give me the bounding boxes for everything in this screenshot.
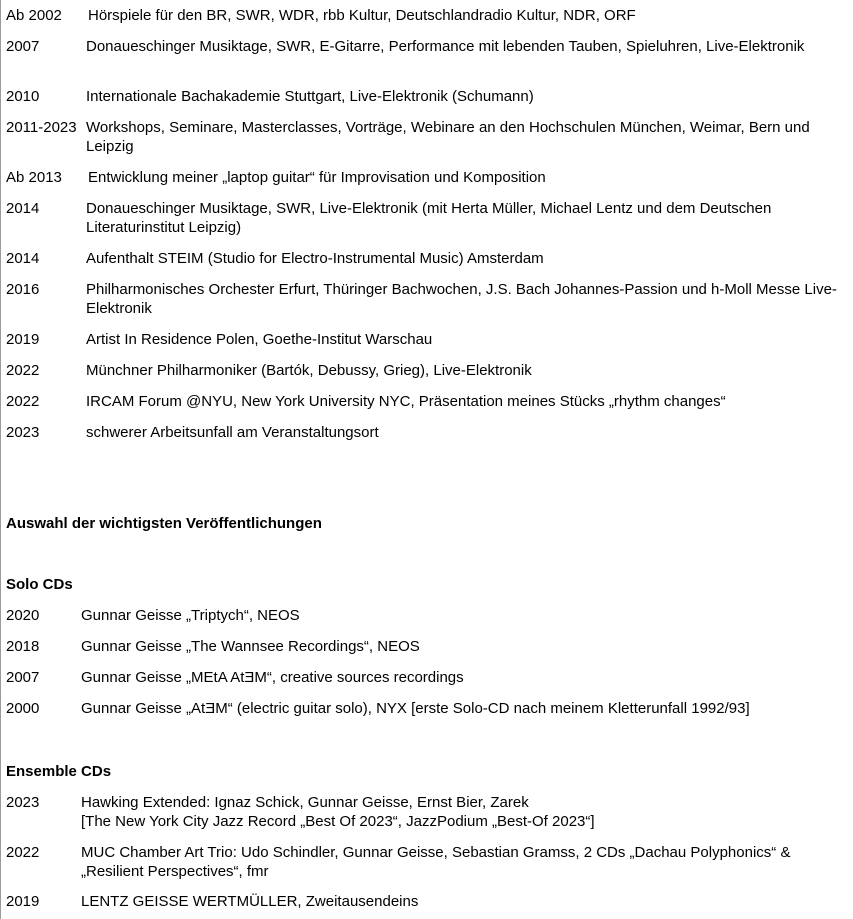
ensemble-cd-line: Hawking Extended: Ignaz Schick, Gunnar Geisse, Ernst Bier, Zarek [81, 794, 529, 811]
timeline-text: Artist In Residence Polen, Goethe-Institut Warschau [86, 331, 433, 348]
timeline-text: Workshops, Seminare, Masterclasses, Vorträge, Webinare an den Hochschulen München, Weimar, Bern und Leipzig [86, 119, 810, 155]
ensemble-cd-text [81, 793, 847, 831]
timeline-text: Donaueschinger Musiktage, SWR, Live-Elektronik (mit Herta Müller, Michael Lentz und dem Deutschen Literaturinstitut Leipzig) [86, 200, 772, 236]
solo-cd-text: Gunnar Geisse „MEtA AtƎM“, creative sources recordings [81, 669, 464, 686]
ensemble-cd-line: [The New York City Jazz Record „Best Of 2023“, JazzPodium „Best-Of 2023“] [81, 813, 595, 830]
ensemble-cd-year: 2022 [6, 844, 40, 861]
ensemble-cd-line: MUC Chamber Art Trio: Udo Schindler, Gunnar Geisse, Sebastian Gramss, 2 CDs „Dachau Polyphonics“ & [81, 844, 791, 861]
timeline-text: Donaueschinger Musiktage, SWR, E-Gitarre, Performance mit lebenden Tauben, Spieluhren, Live-Elektronik [86, 38, 805, 55]
timeline-year: 2016 [6, 281, 40, 298]
timeline-year: 2010 [6, 88, 40, 105]
solo-cd-text: Gunnar Geisse „The Wannsee Recordings“, NEOS [81, 638, 420, 655]
solo-cd-year: 2020 [6, 607, 40, 624]
timeline-year: Ab 2013 [6, 169, 62, 186]
ensemble-cds-heading: Ensemble CDs [6, 763, 112, 780]
solo-cd-year: 2007 [6, 669, 40, 686]
solo-cd-text: Gunnar Geisse „Triptych“, NEOS [81, 607, 300, 624]
timeline-text: Münchner Philharmoniker (Bartók, Debussy, Grieg), Live-Elektronik [86, 362, 532, 379]
ensemble-cd-line: „Resilient Perspectives“, fmr [81, 863, 269, 880]
timeline-text: Philharmonisches Orchester Erfurt, Thüringer Bachwochen, J.S. Bach Johannes-Passion und h-Moll Messe Live-Elektronik [86, 281, 837, 317]
solo-cd-year: 2000 [6, 700, 40, 717]
timeline-text: Aufenthalt STEIM (Studio for Electro-Instrumental Music) Amsterdam [86, 250, 544, 267]
solo-cd-text: Gunnar Geisse „AtƎM“ (electric guitar solo), NYX [erste Solo-CD nach meinem Kletterunfall 1992/93] [81, 700, 750, 717]
timeline-year: Ab 2002 [6, 7, 62, 24]
timeline-year: 2022 [6, 393, 40, 410]
solo-cd-year: 2018 [6, 638, 40, 655]
timeline-text: schwerer Arbeitsunfall am Veranstaltungsort [86, 424, 379, 441]
publications-heading: Auswahl der wichtigsten Veröffentlichungen [6, 515, 322, 532]
timeline-year: 2007 [6, 38, 40, 55]
timeline-year: 2011-2023 [6, 119, 77, 136]
timeline-text: Hörspiele für den BR, SWR, WDR, rbb Kultur, Deutschlandradio Kultur, NDR, ORF [88, 7, 636, 24]
ensemble-cd-text [81, 843, 847, 881]
ensemble-cd-text: LENTZ GEISSE WERTMÜLLER, Zweitausendeins [81, 893, 419, 910]
timeline-year: 2014 [6, 200, 40, 217]
ensemble-cd-year: 2019 [6, 893, 40, 910]
ensemble-cd-year: 2023 [6, 794, 40, 811]
timeline-year: 2022 [6, 362, 40, 379]
timeline-year: 2014 [6, 250, 40, 267]
solo-cds-heading: Solo CDs [6, 576, 73, 593]
timeline-text: IRCAM Forum @NYU, New York University NYC, Präsentation meines Stücks „rhythm changes“ [86, 393, 726, 410]
timeline-text: Entwicklung meiner „laptop guitar“ für Improvisation und Komposition [88, 169, 546, 186]
timeline-year: 2019 [6, 331, 40, 348]
timeline-text: Internationale Bachakademie Stuttgart, Live-Elektronik (Schumann) [86, 88, 534, 105]
timeline-year: 2023 [6, 424, 40, 441]
